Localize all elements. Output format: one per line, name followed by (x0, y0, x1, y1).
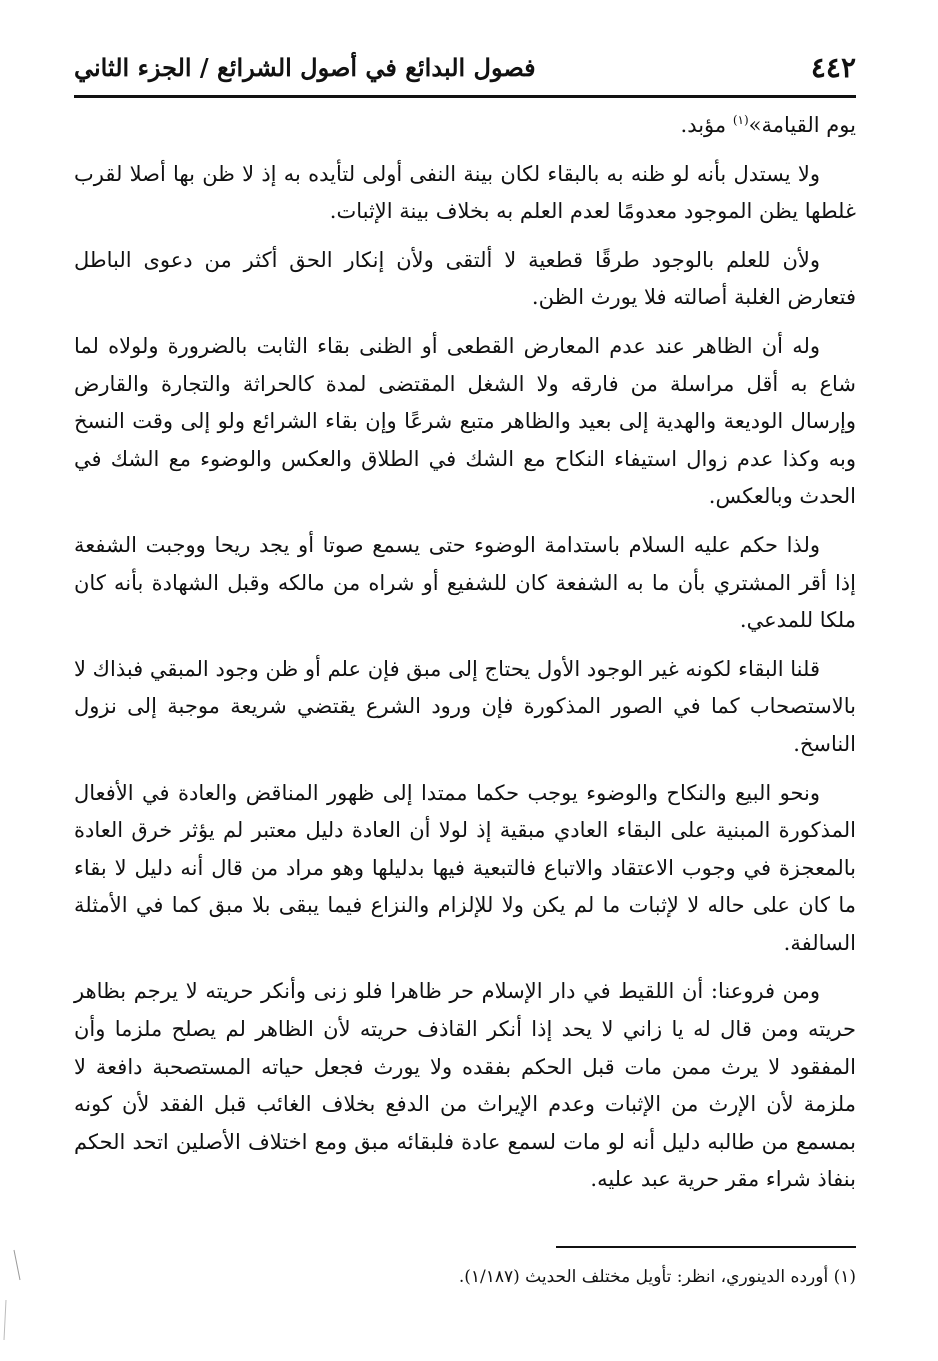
paragraph-5: ولذا حكم عليه السلام باستدامة الوضوء حتى يسمع صوتا أو يجد ريحا ووجبت الشفعة إذا أقر المشتري بأن ما به الشفعة كان للشفيع أو شراه من مالكه وقبل الشهادة بأنه كان ملكا للمدعي. (74, 532, 856, 633)
paragraph-6: قلنا البقاء لكونه غير الوجود الأول يحتاج إلى مبق فإن علم أو ظن وجود المبقي فبذاك لا بالاستصحاب كما في الصور المذكورة فإن ورود الشرع يقتضي شريعة موجبة إلى نزول الناسخ. (74, 656, 856, 756)
footnote-rule (556, 1246, 856, 1248)
scan-edge-marks (0, 1230, 30, 1350)
paragraph-2: ولا يستدل بأنه لو ظنه به بالبقاء لكان بينة النفى أولى لتأيده به إذ لا ظن بها أصلا لقرب غلطها يظن الموجود معدومًا لعدم العلم به بخلاف بينة الإثبات. (74, 161, 856, 224)
paragraph-8: ومن فروعنا: أن اللقيط في دار الإسلام حر ظاهرا فلو زنى وأنكر حريته لا يرجم بظاهر حريته ومن قال له يا زاني لا يحد إذا أنكر القاذف حريته لأن الظاهر لم يصلح ملزما وأن المفقود لا يرث ممن مات قبل الحكم بفقده ولا يورث فجعل حياته المستصحبة دافعة لا ملزمة لأن الإرث من الإثبات وعدم الإيراث من الدفع بخلاف الغائب قبل الفقد لأن كونه بمسمع من طالبه دليل أنه لو مات لسمع عادة فلبقائه مبق ومع اختلاف الأصلين اتحد الحكم بنفاذ شراء مقر حرية عبد عليه. (74, 979, 856, 1192)
page-number: ٤٤٢ (810, 50, 856, 84)
footnote: (١) أورده الدينوري، انظر: تأويل مختلف الحديث (١/١٨٧). (458, 1267, 856, 1287)
footnote-reference: (١) (732, 113, 749, 127)
paragraph-1-text-after: مؤبد. (680, 113, 733, 137)
page-header (74, 42, 856, 92)
running-title: فصول البدائع في أصول الشرائع / الجزء الثاني (74, 52, 536, 82)
paragraph-1-text: يوم القيامة» (748, 113, 856, 137)
paragraph-4: وله أن الظاهر عند عدم المعارض القطعى أو الظنى بقاء الثابت بالضرورة ولولاه لما شاع به أقل مراسلة من فارقه ولا الشغل المقتضى لمدة كالحراثة والتجارة والقارض وإرسال الوديعة والهدية إلى بعيد والظاهر متبع شرعًا وإن بقاء الشرائع ولو إلى وقت النسخ وبه وكذا عدم زوال استيفاء النكاح مع الشك في الطلاق والعكس والوضوء مع الشك في الحدث وبالعكس. (74, 333, 856, 509)
main-text (74, 107, 856, 1210)
paragraph-1 (74, 107, 856, 145)
paragraph-3: ولأن للعلم بالوجود طرقًا قطعية لا ألتقى ولأن إنكار الحق أكثر من دعوى الباطل فتعارض الغلبة أصالته فلا يورث الظن. (74, 247, 856, 310)
header-rule (74, 95, 856, 98)
paragraph-7: ونحو البيع والنكاح والوضوء يوجب حكما ممتدا إلى ظهور المناقض والعادة في الأفعال المذكورة المبنية على البقاء العادي مبقية إذ لولا أن العادة دليل معتبر لم يؤثر خرق العادة بالمعجزة في وجوب الاعتقاد والاتباع فالتبعية فيها بدليلها وهو مراد من قال أنه دليل لا بقاء ما كان على حاله لا لإثبات ما لم يكن ولا للإلزام والنزاع فيما يبقى بلا مبق كما في الأمثلة السالفة. (74, 780, 856, 955)
